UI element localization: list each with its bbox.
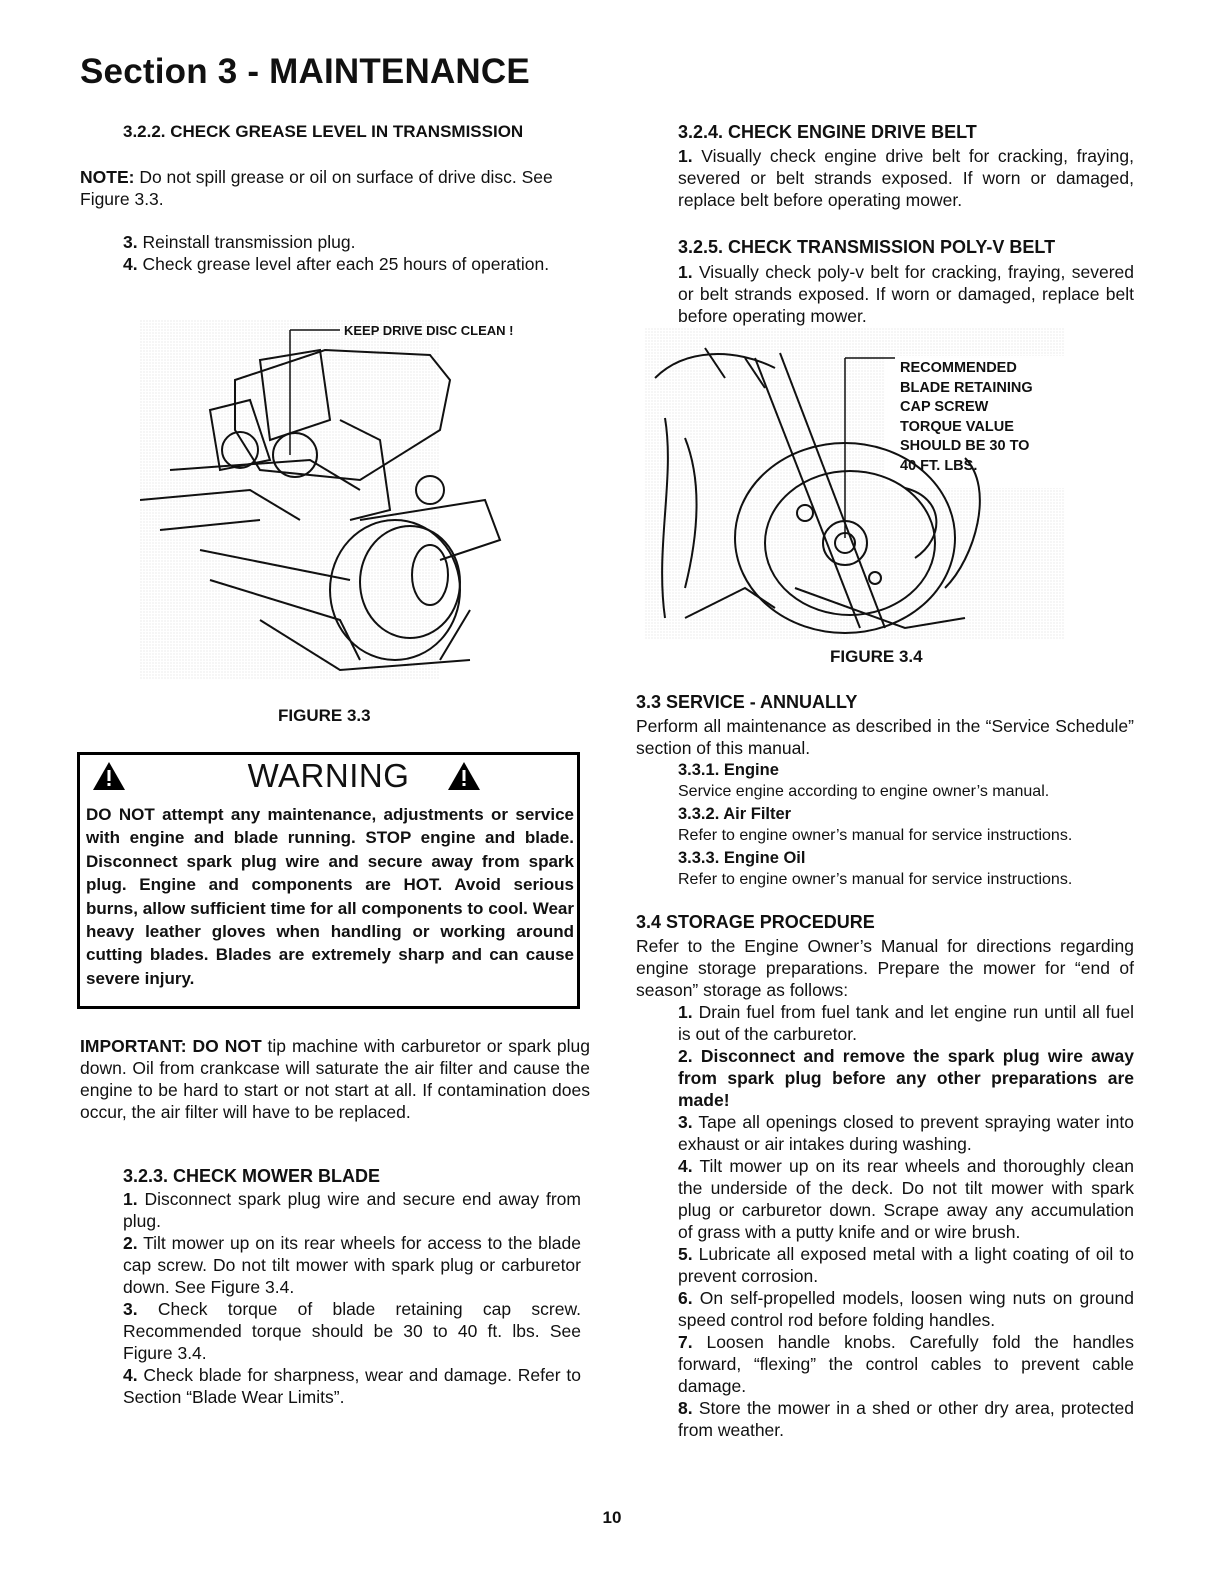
important-text: tip machine with carburetor or spark plug down. Oil from crankcase will saturate the air filter and cause the engine to be hard to start or not start at all. If contamination does occur, the air filter will have to be replaced. [80, 1036, 590, 1122]
figure-3-4-caption: FIGURE 3.4 [830, 647, 923, 666]
list-item: 3. Reinstall transmission plug. [123, 232, 356, 252]
list-item: 8. Store the mower in a shed or other dry area, protected from weather. [678, 1398, 1134, 1440]
warning-box [77, 752, 580, 1009]
important-label: IMPORTANT: DO NOT [80, 1036, 262, 1056]
list-item: 1. Visually check poly-v belt for cracking, fraying, severed or belt strands exposed. If worn or damaged, replace belt before operating mower. [678, 262, 1134, 326]
section-33-subsections: 3.3.1. Engine Service engine according to engine owner’s manual. 3.3.2. Air Filter Refer to engine owner’s manual for service instructions. 3.3.3. Engine Oil Refer to engine owner’s manual for service instructions. [678, 761, 1073, 888]
figure-3-3-caption: FIGURE 3.3 [278, 706, 371, 725]
warning-text: DO NOT attempt any maintenance, adjustments or service with engine and blade running. STOP engine and blade. Disconnect spark plug wire and secure away from spark plug. Engine and components are HOT. Avoid serious burns, allow sufficient time for all components to cool. Wear heavy leather gloves when handling or working around cutting blades. Blades are extremely sharp and can cause severe injury. [86, 805, 574, 988]
list-item: 7. Loosen handle knobs. Carefully fold the handles forward, “flexing” the control cables to prevent cable damage. [678, 1332, 1134, 1396]
list-item: 1. Disconnect spark plug wire and secure end away from plug. [123, 1189, 581, 1231]
list-item: 3. Check torque of blade retaining cap screw. Recommended torque should be 30 to 40 ft. lbs. See Figure 3.4. [123, 1299, 581, 1363]
section-325-heading: 3.2.5. CHECK TRANSMISSION POLY-V BELT [678, 237, 1056, 257]
important-paragraph [80, 1035, 590, 1123]
page-number: 10 [602, 1508, 622, 1527]
section-324-heading: 3.2.4. CHECK ENGINE DRIVE BELT [678, 122, 977, 142]
warning-heading: WARNING [247, 757, 410, 794]
section-322-heading: 3.2.2. CHECK GREASE LEVEL IN TRANSMISSION [123, 122, 524, 141]
section-324-steps [678, 145, 1134, 211]
note-text: Do not spill grease or oil on surface of drive disc. See Figure 3.3. [80, 167, 553, 209]
figure-3-3-callout: KEEP DRIVE DISC CLEAN ! [344, 323, 514, 338]
page-title: Section 3 - MAINTENANCE [80, 52, 530, 91]
list-item: 4. Check grease level after each 25 hours of operation. [123, 254, 550, 274]
section-34-heading: 3.4 STORAGE PROCEDURE [636, 912, 875, 932]
note-label: NOTE: [80, 167, 135, 187]
list-item: 6. On self-propelled models, loosen wing nuts on ground speed control rod before folding handles. [678, 1288, 1134, 1330]
section-34-text: Refer to the Engine Owner’s Manual for directions regarding engine storage preparations. Prepare the mower for “end of season” storage as follows: [636, 936, 1134, 1000]
figure-3-4-callout: RECOMMENDED BLADE RETAINING CAP SCREW TORQUE VALUE SHOULD BE 30 TO 40 FT. LBS. [900, 360, 1033, 474]
list-item: 2. Disconnect and remove the spark plug wire away from spark plug before any other preparations are made! [678, 1046, 1134, 1110]
list-item: 4. Tilt mower up on its rear wheels and thoroughly clean the underside of the deck. Do not tilt mower with spark plug or carburetor down. Scrape away any accumulation of grass with a putty knife and or wire brush. [678, 1156, 1134, 1242]
section-33-heading: 3.3 SERVICE - ANNUALLY [636, 692, 858, 712]
list-item: 4. Check blade for sharpness, wear and damage. Refer to Section “Blade Wear Limits”. [123, 1365, 581, 1407]
list-item: 2. Tilt mower up on its rear wheels for access to the blade cap screw. Do not tilt mower with spark plug or carburetor down. See Figure 3.4. [123, 1233, 581, 1297]
section-34-steps [678, 1001, 1134, 1441]
list-item: 3. Tape all openings closed to prevent spraying water into exhaust or air intakes during washing. [678, 1112, 1134, 1154]
section-325-steps [678, 261, 1134, 327]
list-item: 1. Drain fuel from fuel tank and let engine run until all fuel is out of the carburetor. [678, 1002, 1134, 1044]
section-323-steps [123, 1188, 581, 1408]
list-item: 1. Visually check engine drive belt for cracking, fraying, severed or belt strands exposed. If worn or damaged, replace belt before operating mower. [678, 146, 1134, 210]
section-323-heading: 3.2.3. CHECK MOWER BLADE [123, 1166, 381, 1186]
section-33-text: Perform all maintenance as described in the “Service Schedule” section of this manual. [636, 716, 1134, 758]
section-322-note [80, 166, 580, 210]
list-item: 5. Lubricate all exposed metal with a light coating of oil to prevent corrosion. [678, 1244, 1134, 1286]
figure-3-3-illustration [140, 320, 580, 680]
section-322-steps [123, 231, 580, 275]
